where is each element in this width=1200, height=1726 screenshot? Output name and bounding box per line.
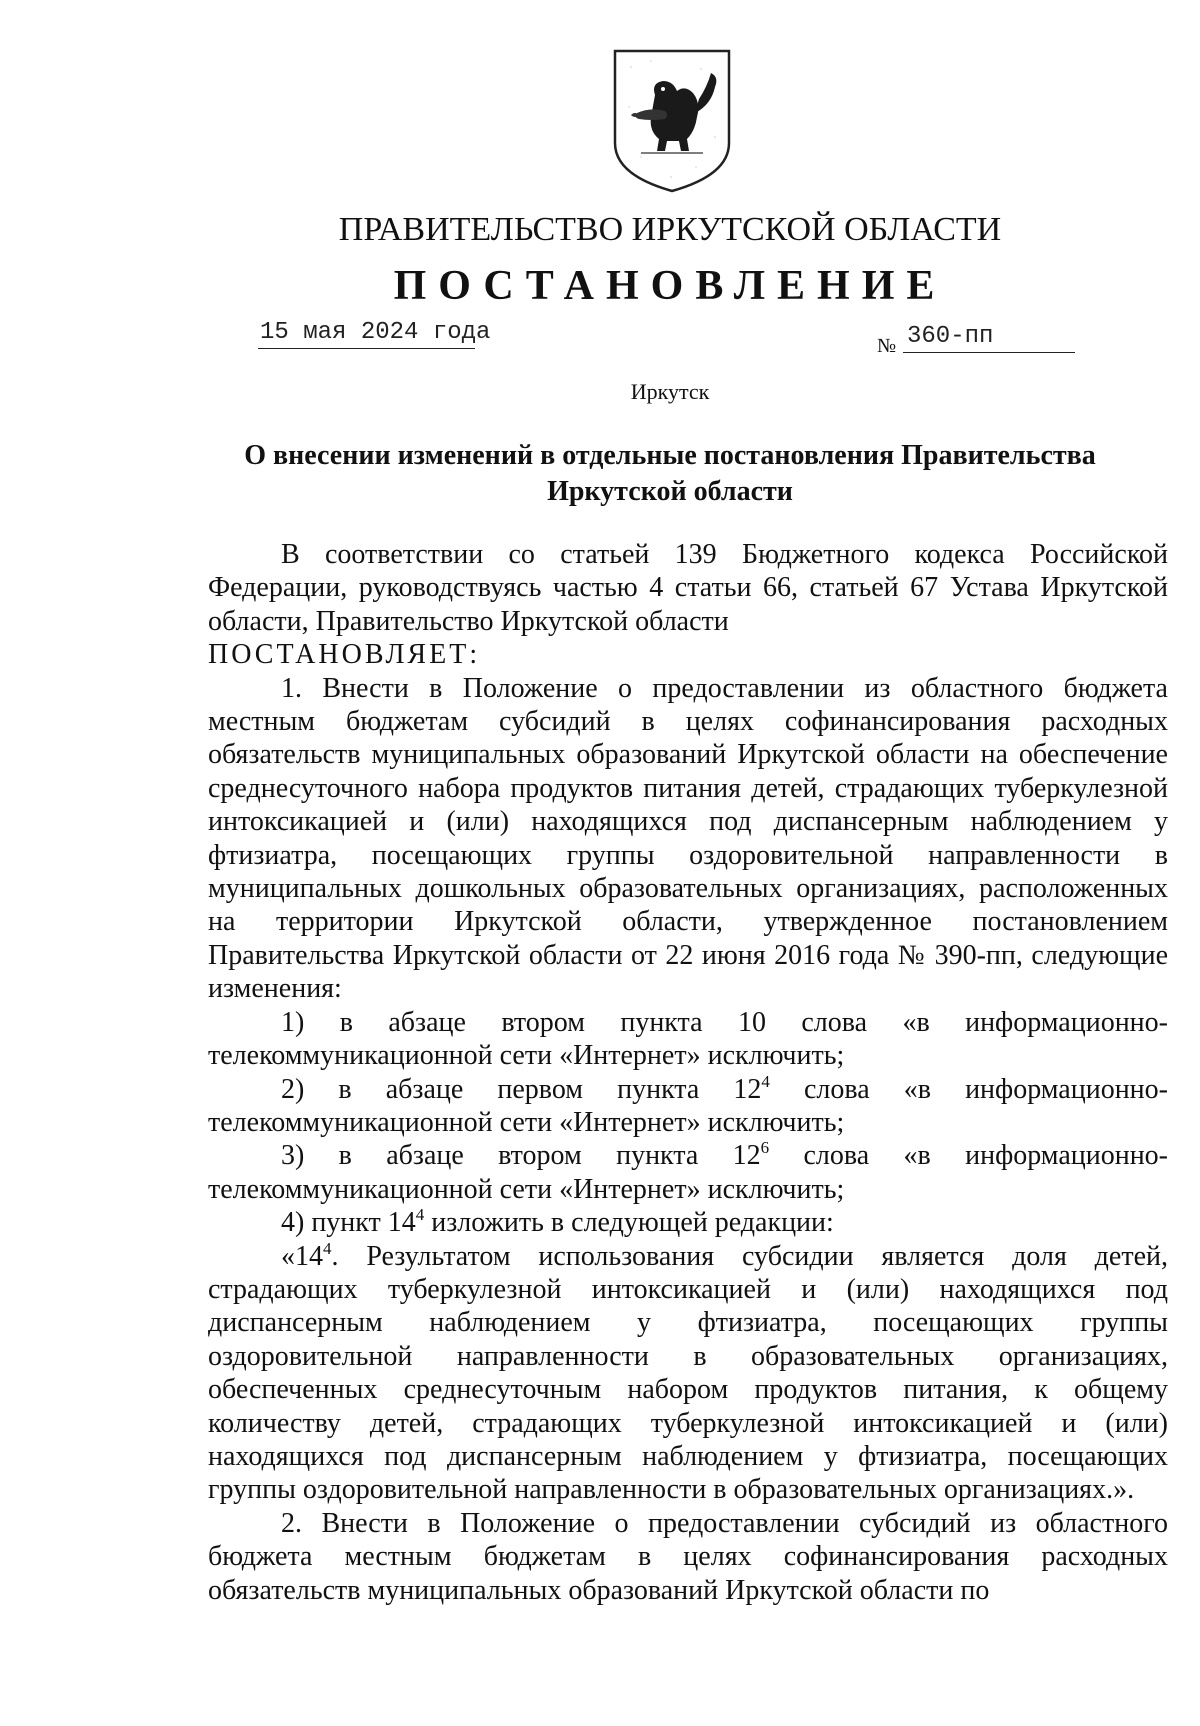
document-type: ПОСТАНОВЛЕНИЕ — [393, 263, 947, 309]
subitem-3-paragraph — [208, 1139, 1168, 1206]
superscript: 4 — [761, 1071, 770, 1091]
quote-text: . Результатом использования субсидии является доля детей, страдающих туберкулезной интоксикацией и (или) находящихся под диспансерным наблюдением у фтизиатра, посещающих группы оздоровительной направленности в образовательных организациях, обеспеченных среднесуточным набором продуктов питания, к общему количеству детей, страдающих туберкулезной интоксикацией и (или) находящихся под диспансерным наблюдением у фтизиатра, посещающих группы оздоровительной направленности в образовательных организациях.». — [208, 1240, 1168, 1506]
subitem-2-text: 2) в абзаце первом пункта 12 — [281, 1073, 762, 1105]
number-label: № — [877, 335, 897, 357]
document-number: 360-пп — [903, 322, 1075, 353]
preamble-paragraph: В соответствии со статьей 139 Бюджетного кодекса Российской Федерации, руководствуясь частью 4 статьи 66, статьей 67 Устава Иркутской области, Правительство Иркутской области — [208, 539, 1168, 637]
irkutsk-coat-of-arms-icon — [611, 47, 733, 195]
subitem-4-paragraph — [208, 1206, 1168, 1239]
superscript: 4 — [323, 1238, 332, 1258]
superscript: 6 — [760, 1138, 770, 1158]
resolves-heading: ПОСТАНОВЛЯЕТ: — [208, 639, 481, 671]
subitem-1-paragraph: 1) в абзаце втором пункта 10 слова «в информационно-телекоммуникационной сети «Интернет» исключить; — [208, 1006, 1168, 1072]
organization-name: ПРАВИТЕЛЬСТВО ИРКУТСКОЙ ОБЛАСТИ — [338, 211, 1002, 248]
quote-text: «14 — [281, 1240, 323, 1272]
superscript: 4 — [415, 1205, 425, 1225]
subitem-2-paragraph — [208, 1073, 1168, 1140]
item-1-paragraph: 1. Внести в Положение о предоставлении из областного бюджета местным бюджетам субсидий в целях софинансирования расходных обязательств муниципальных образований Иркутской области на обеспечение среднесуточного набора продуктов питания детей, страдающих туберкулезной интоксикацией и (или) находящихся под диспансерным наблюдением у фтизиатра, посещающих группы оздоровительной направленности в муниципальных дошкольных образовательных организациях, расположенных на территории Иркутской области, утвержденное постановлением Правительства Иркутской области от 22 июня 2016 года № 390-пп, следующие изменения: — [208, 672, 1168, 1005]
city-name: Иркутск — [630, 379, 710, 404]
subitem-2-text: слова «в информационно-телекоммуникационной сети «Интернет» исключить; — [208, 1073, 1168, 1138]
title-line: Иркутской области — [547, 476, 793, 507]
subitem-4-text: изложить в следующей редакции: — [424, 1207, 834, 1239]
title-line: О внесении изменений в отдельные постановления Правительства — [244, 440, 1096, 471]
item-2-paragraph: 2. Внести в Положение о предоставлении субсидий из областного бюджета местным бюджетам в целях софинансирования расходных обязательств муниципальных образований Иркутской области по — [208, 1507, 1168, 1606]
document-date: 15 мая 2024 года — [258, 318, 475, 349]
document-body — [208, 538, 1168, 1607]
subitem-3-text: 3) в абзаце втором пункта 12 — [281, 1140, 761, 1172]
subitem-4-text: 4) пункт 14 — [281, 1207, 416, 1239]
quoted-paragraph — [208, 1240, 1168, 1507]
document-title — [200, 438, 1140, 510]
subitem-3-text: слова «в информационно-телекоммуникационной сети «Интернет» исключить; — [208, 1140, 1169, 1205]
